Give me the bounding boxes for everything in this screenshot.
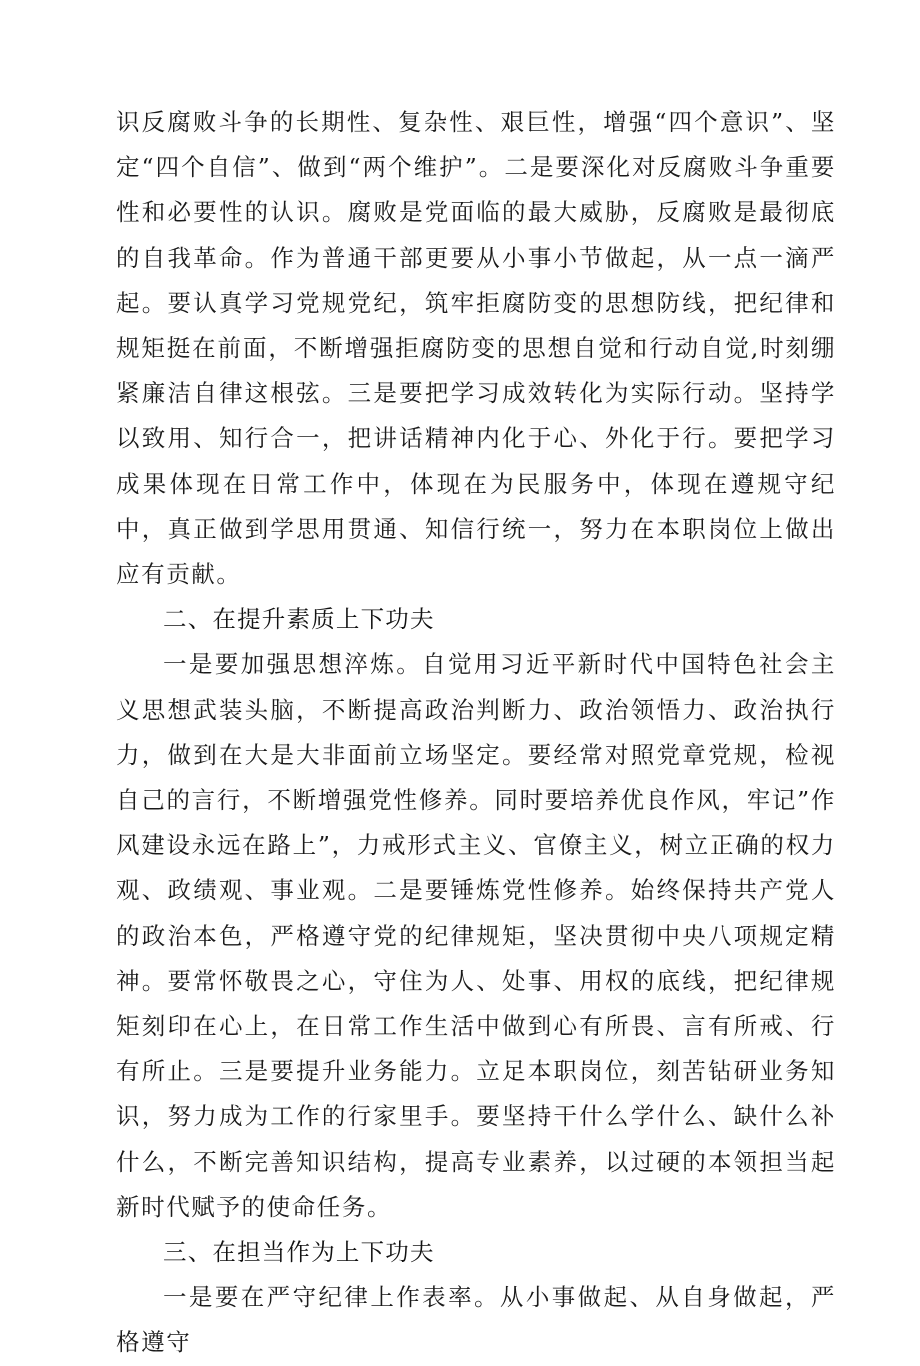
section-heading-3: 三、在担当作为上下功夫 — [163, 1238, 435, 1267]
document-body — [116, 100, 836, 1366]
paragraph-continuation: 识反腐败斗争的长期性、复杂性、艰巨性，增强“四个意识”、坚定“四个自信”、做到“两个维护”。二是要深化对反腐败斗争重要性和必要性的认识。腐败是党面临的最大威胁，反腐败是最彻底的自我革命。作为普通干部更要从小事小节做起，从一点一滴严起。要认真学习党规党纪，筑牢拒腐防变的思想防线，把纪律和规矩挺在前面，不断增强拒腐防变的思想自觉和行动自觉,时刻绷紧廉洁自律这根弦。三是要把学习成效转化为实际行动。坚持学以致用、知行合一，把讲话精神内化于心、外化于行。要把学习成果体现在日常工作中，体现在为民服务中，体现在遵规守纪中，真正做到学思用贯通、知信行统一，努力在本职岗位上做出应有贡献。 — [116, 108, 836, 589]
paragraph-section-3: 一是要在严守纪律上作表率。从小事做起、从自身做起，严格遵守 — [116, 1283, 836, 1357]
paragraph-section-2: 一是要加强思想淬炼。自觉用习近平新时代中国特色社会主义思想武装头脑，不断提高政治判断力、政治领悟力、政治执行力，做到在大是大非面前立场坚定。要经常对照党章党规，检视自己的言行，不断增强党性修养。同时要培养优良作风，牢记”作风建设永远在路上”，力戒形式主义、官僚主义，树立正确的权力观、政绩观、事业观。二是要锤炼党性修养。始终保持共产党人的政治本色，严格遵守党的纪律规矩，坚决贯彻中央八项规定精神。要常怀敬畏之心，守住为人、处事、用权的底线，把纪律规矩刻印在心上，在日常工作生活中做到心有所畏、言有所戒、行有所止。三是要提升业务能力。立足本职岗位，刻苦钻研业务知识，努力成为工作的行家里手。要坚持干什么学什么、缺什么补什么，不断完善知识结构，提高专业素养，以过硬的本领担当起新时代赋予的使命任务。 — [116, 650, 836, 1221]
section-heading-2: 二、在提升素质上下功夫 — [163, 605, 435, 634]
